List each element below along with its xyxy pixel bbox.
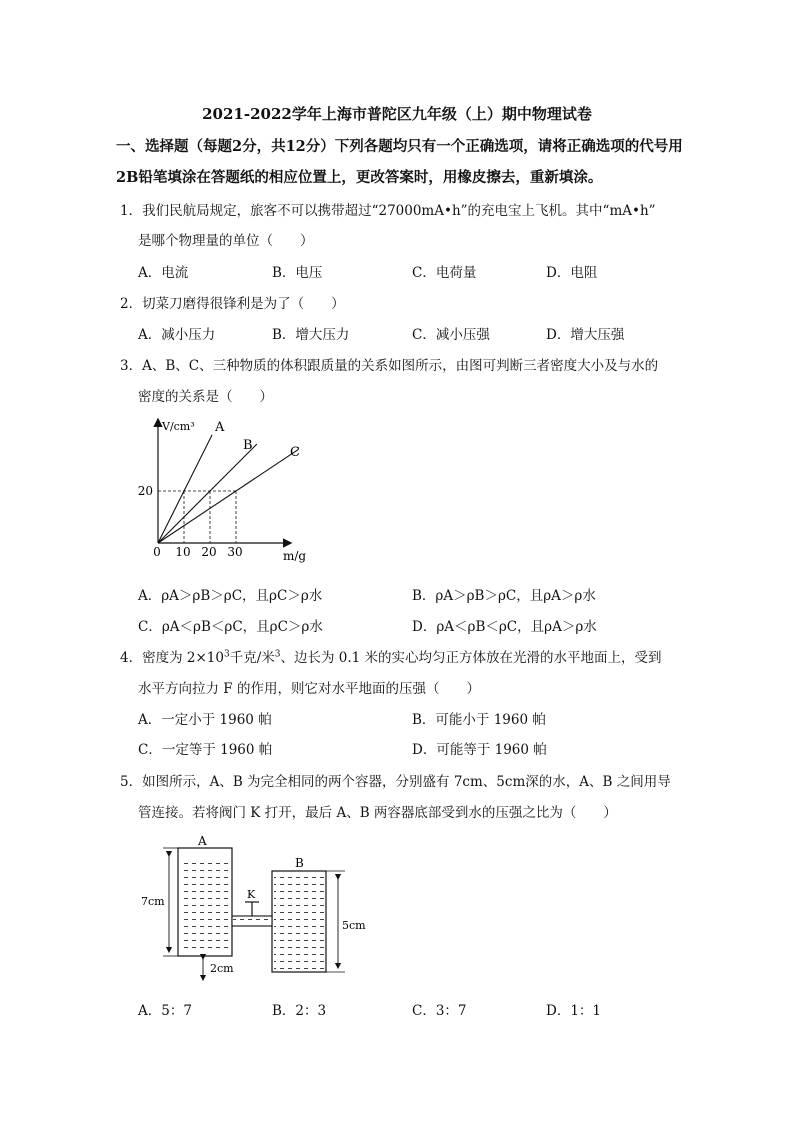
q5-option-b: B．2：3 [272,1003,327,1019]
page-title: 2021-2022学年上海市普陀区九年级（上）期中物理试卷 [202,105,592,123]
x-tick-20: 20 [201,545,217,559]
q3-option-d-text: ρA＜ρB＜ρC，且ρA＞ρ水 [436,619,597,635]
q1-option-c: C．电荷量 [412,265,477,281]
q4-option-c: C．一定等于 1960 帕 [138,742,273,758]
q2-option-b: B．增大压力 [272,327,350,343]
line-label-c: C [290,445,300,460]
x-tick-30: 30 [227,545,243,559]
line-label-b: B [243,438,253,453]
density-graph [130,410,330,570]
q3-option-d [412,615,597,635]
y-tick-20: 20 [137,484,153,498]
q2-option-d: D．增大压强 [546,327,625,343]
q3-option-a-text: ρA＞ρB＞ρC，且ρC＞ρ水 [161,588,323,604]
q4-text-c: 、边长为 0.1 米的实心均匀正方体放在光滑的水平地面上，受到 [280,650,662,666]
question-1-line-2: 是哪个物理量的单位（ ） [138,233,314,249]
q5-option-d: D．1：1 [546,1003,602,1019]
connected-containers-diagram [135,832,375,982]
q3-option-b-prefix: B． [412,588,436,604]
container-a-label: A [198,834,207,848]
question-3-line-2: 密度的关系是（ ） [138,389,273,405]
question-4-line-1 [120,646,662,666]
q3-option-b [412,584,596,604]
dimension-2cm-label: 2cm [210,962,234,975]
q1-option-b: B．电压 [272,265,323,281]
q3-option-b-text: ρA＞ρB＞ρC，且ρA＞ρ水 [435,588,596,604]
container-b-label: B [295,856,304,870]
q2-option-c: C．减小压强 [412,327,490,343]
section-heading-line-1: 一、选择题（每题2分，共12分）下列各题均只有一个正确选项，请将正确选项的代号用 [116,138,683,155]
tube-water [233,917,271,925]
q4-option-d: D．可能等于 1960 帕 [412,742,547,758]
q4-sup-2: 3 [274,649,281,660]
x-axis-label: m/g [283,549,307,563]
q4-option-b: B．可能小于 1960 帕 [412,712,546,728]
question-1-line-1: 1．我们民航局规定，旅客不可以携带超过“27000mA•h”的充电宝上飞机。其中“mA•h” [120,203,656,219]
q4-option-a: A．一定小于 1960 帕 [138,712,272,728]
q3-option-a [138,584,322,604]
line-label-a: A [215,420,225,435]
dimension-5cm-label: 5cm [342,919,366,932]
q2-option-a: A．减小压力 [138,327,216,343]
question-2-line-1: 2．切菜刀磨得很锋利是为了（ ） [120,296,345,312]
q1-option-a: A．电流 [138,265,189,281]
q3-option-c-text: ρA＜ρB＜ρC，且ρC＞ρ水 [161,619,323,635]
question-4-line-2: 水平方向拉力 F 的作用，则它对水平地面的压强（ ） [138,681,480,697]
q3-option-a-prefix: A． [138,588,162,604]
q1-option-d: D．电阻 [546,265,598,281]
series-line-c [158,449,298,543]
origin-label: 0 [153,545,161,559]
q4-sup-1: 3 [223,649,230,660]
q3-option-d-prefix: D． [412,619,437,635]
q5-option-a: A．5：7 [138,1003,192,1019]
valve-k-label: K [247,888,256,901]
series-line-a [158,435,212,543]
question-3-line-1: 3．A、B、C、三种物质的体积跟质量的关系如图所示，由图可判断三者密度大小及与水的 [120,358,659,374]
y-axis-label: V/cm³ [162,420,195,433]
container-a-water [180,860,230,954]
question-5-line-1: 5．如图所示，A、B 为完全相同的两个容器，分别盛有 7cm、5cm深的水，A、B 之间用导 [120,774,671,790]
x-tick-10: 10 [175,545,191,559]
section-heading-line-2: 2B铅笔填涂在答题纸的相应位置上，更改答案时，用橡皮擦去，重新填涂。 [116,169,603,186]
q3-option-c [138,615,323,635]
q5-option-c: C．3：7 [412,1003,467,1019]
q4-text-b: 千克/米 [229,650,275,666]
series-line-b [158,444,257,543]
q4-text-a: 4．密度为 2×10 [120,650,224,666]
container-b-water [274,876,324,970]
q3-option-c-prefix: C． [138,619,162,635]
dimension-7cm-label: 7cm [141,895,165,908]
question-5-line-2: 管连接。若将阀门 K 打开，最后 A、B 两容器底部受到水的压强之比为（ ） [138,805,617,821]
